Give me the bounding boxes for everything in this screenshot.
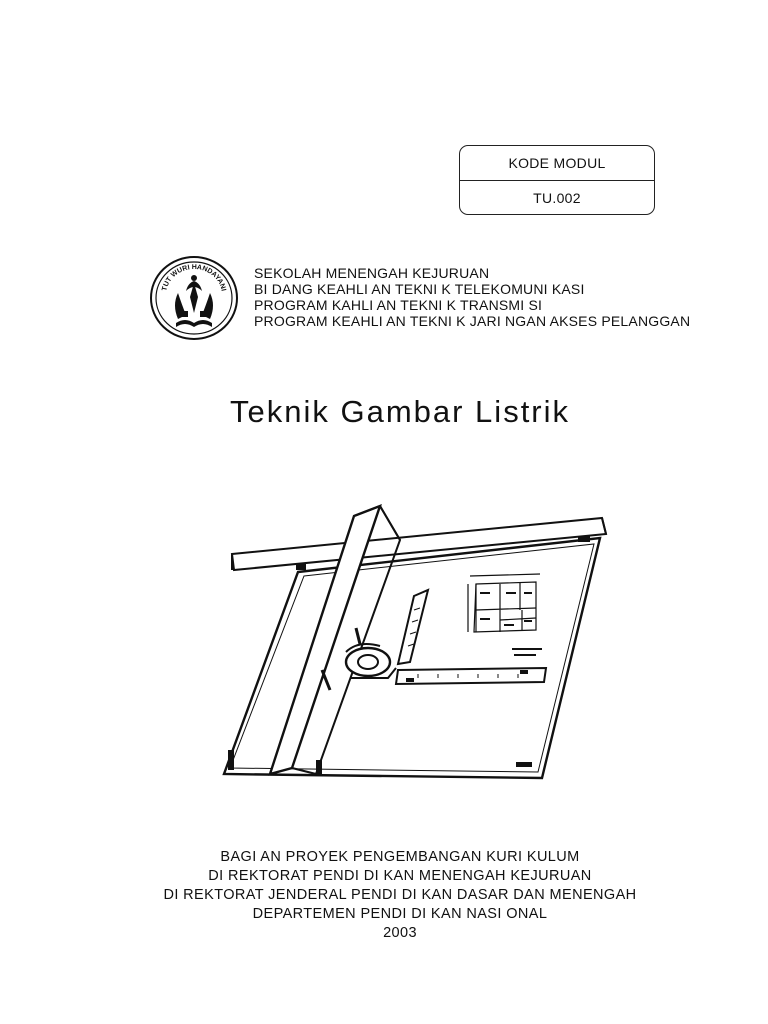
school-info [254,265,690,329]
footer-line: BAGI AN PROYEK PENGEMBANGAN KURI KULUM [220,849,580,865]
module-code-value: TU.002 [460,180,654,215]
school-info-line: PROGRAM KAHLI AN TEKNI K TRANSMI SI [254,297,543,313]
tut-wuri-handayani-logo [148,253,240,343]
footer-line: DI REKTORAT PENDI DI KAN MENENGAH KEJURUAN [208,868,592,884]
module-code-box [459,145,655,215]
school-info-line: SEKOLAH MENENGAH KEJURUAN [254,265,490,281]
svg-text:TUT WURI HANDAYANI: TUT WURI HANDAYANI [161,263,227,292]
school-info-line: BI DANG KEAHLI AN TEKNI K TELEKOMUNI KASI [254,281,585,297]
module-code-label: KODE MODUL [508,155,606,171]
drafting-board-illustration [218,492,610,794]
document-title: Teknik Gambar Listrik [229,394,571,429]
footer-year: 2003 [383,925,417,941]
publisher-footer [0,848,768,943]
footer-line: DI REKTORAT JENDERAL PENDI DI KAN DASAR DAN MENENGAH [163,887,637,903]
school-info-line: PROGRAM KEAHLI AN TEKNI K JARI NGAN AKSES PELANGGAN [254,313,691,329]
footer-line: DEPARTEMEN PENDI DI KAN NASI ONAL [252,906,548,922]
